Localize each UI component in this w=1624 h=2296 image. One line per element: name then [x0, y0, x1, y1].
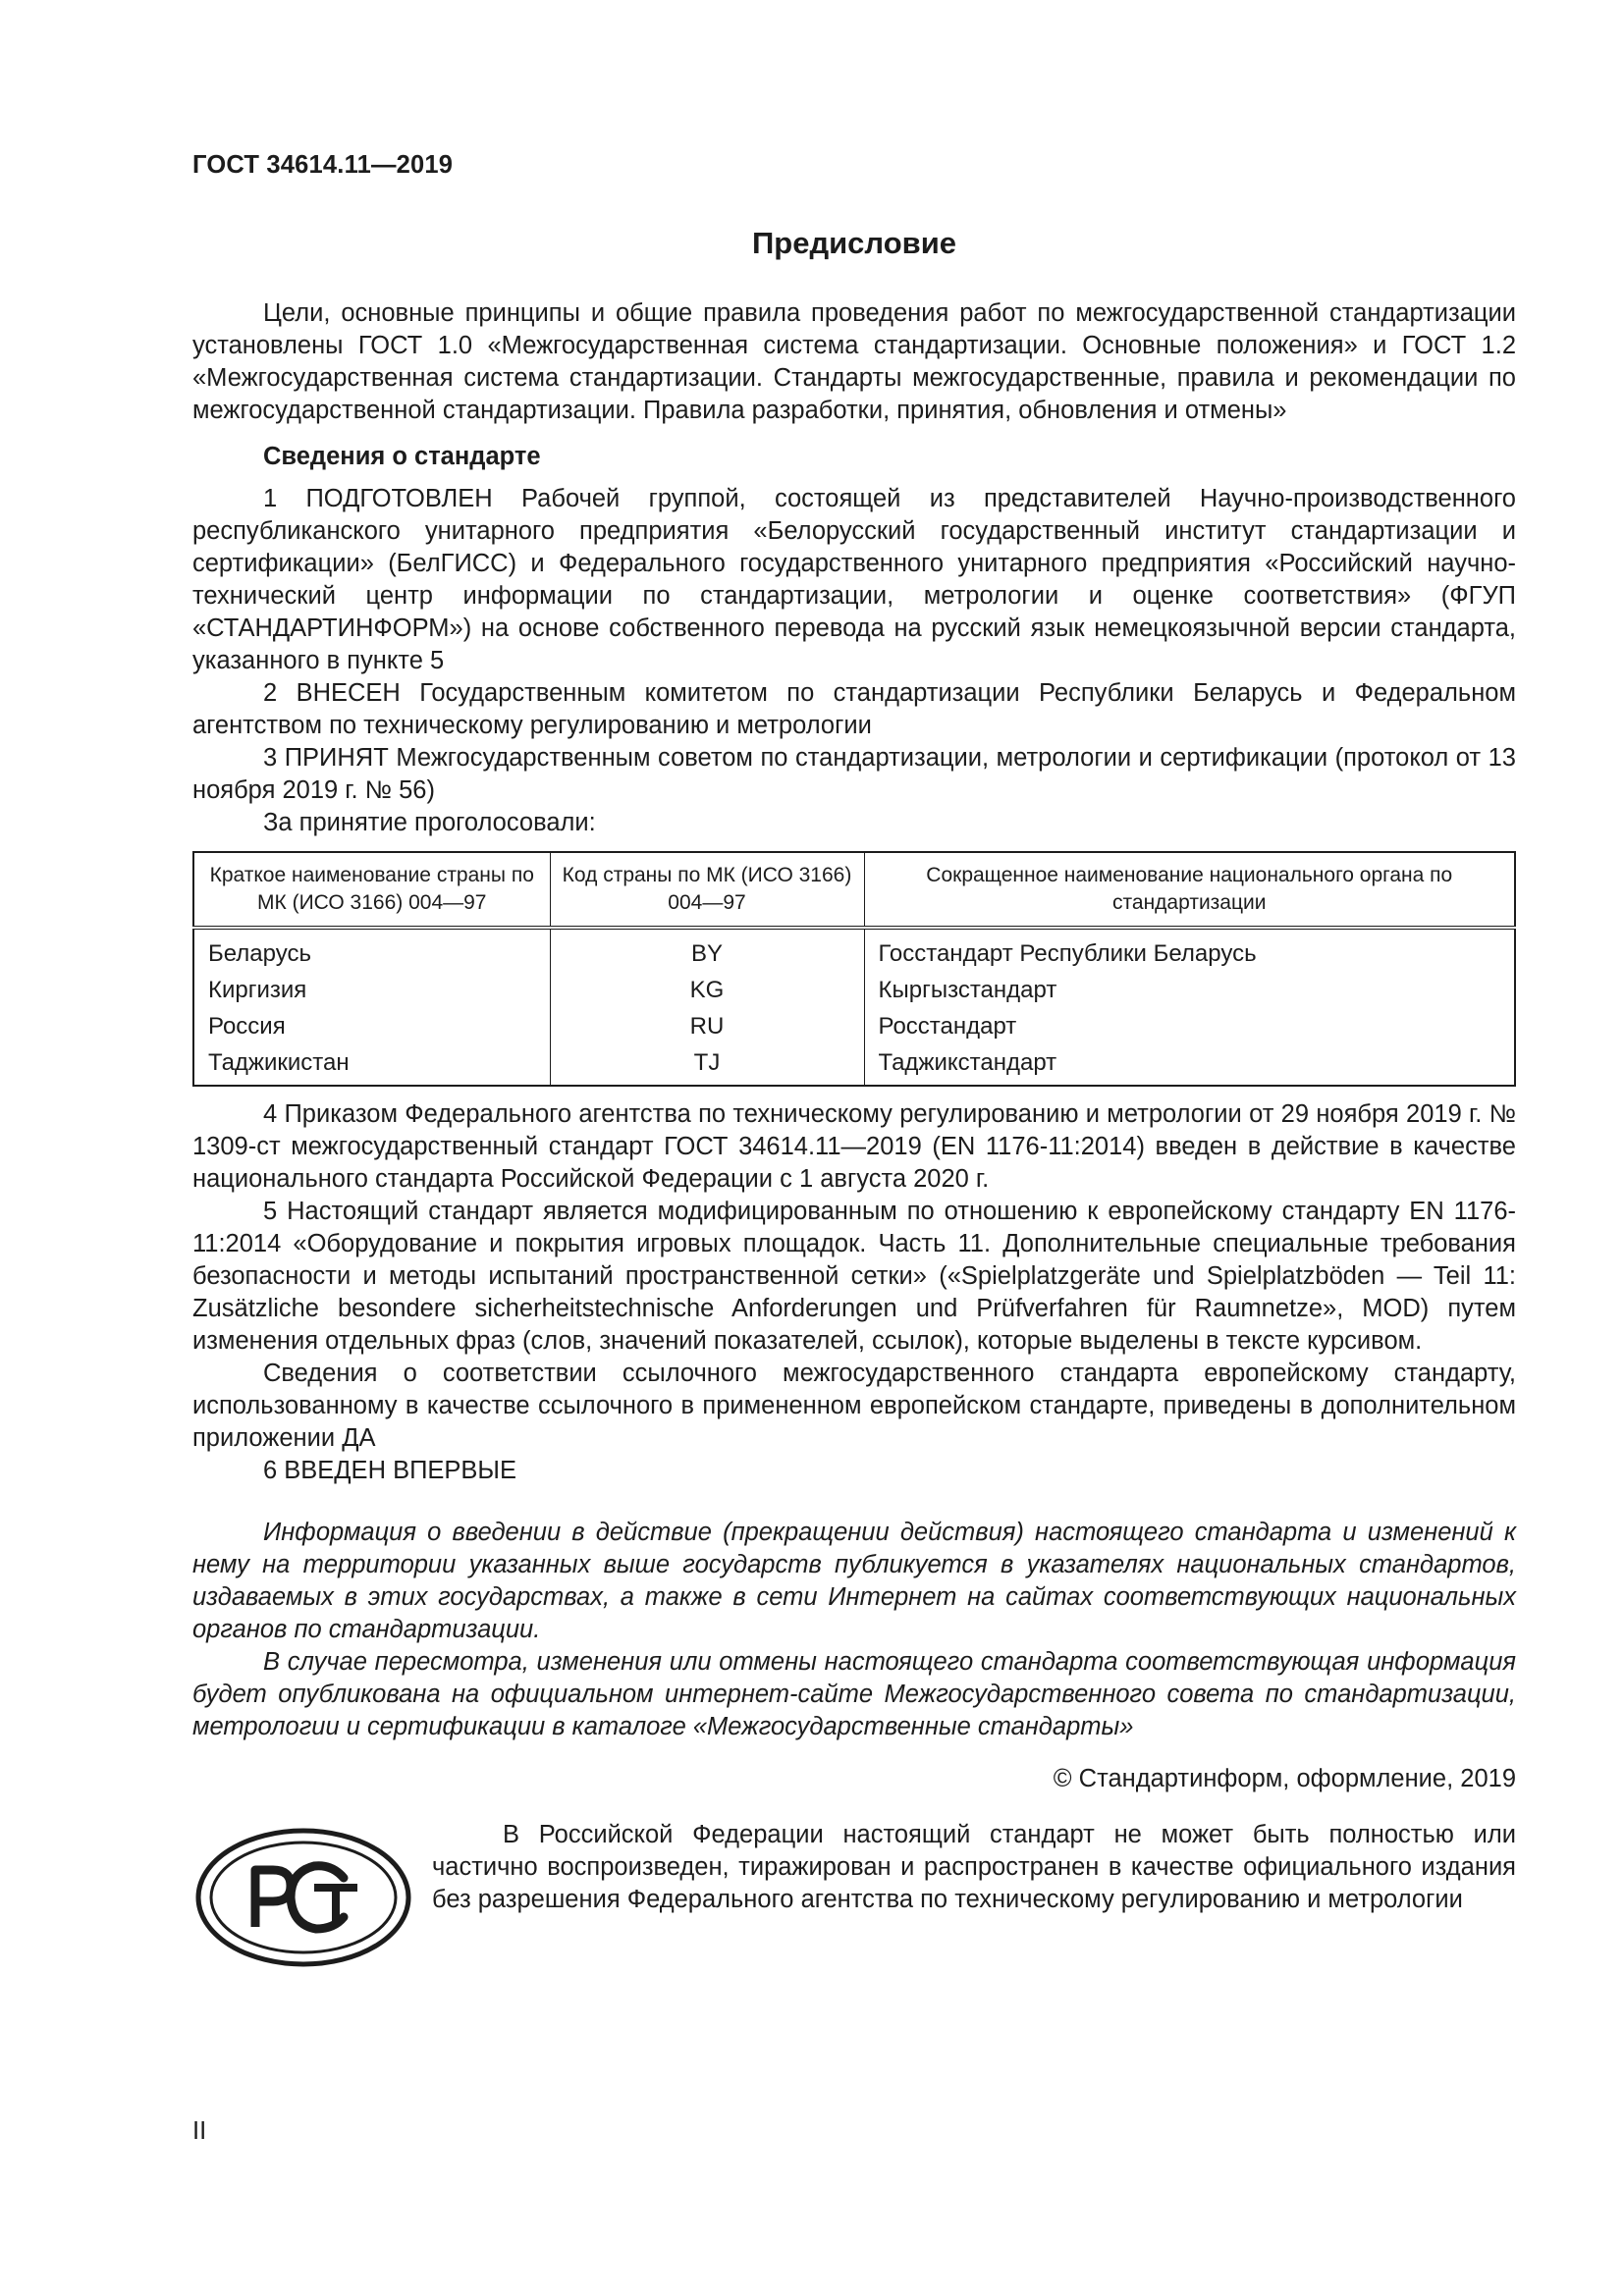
body-cell: Госстандарт Республики Беларусь [864, 928, 1515, 972]
country-cell: Киргизия [193, 972, 550, 1008]
intro-paragraph: Цели, основные принципы и общие правила проведения работ по межгосударственной стандартизации установлены ГОСТ 1.0 «Межгосударственная система стандартизации. Основные положения» и ГОСТ 1.2 «Межгосударственная система стандартизации. Стандарты межгосударственные, правила и рекомендации по межгосударственной стандартизации. Правила разработки, принятия, обновления и отмены» [192, 299, 1516, 424]
page-number: II [192, 2117, 207, 2145]
item-5-paragraph: 5 Настоящий стандарт является модифицированным по отношению к европейскому стандарту EN 1176-11:2014 «Оборудование и покрытия игровых площадок. Часть 11. Дополнительные специальные требования безопасности и методы испытаний пространственной сетки» («Spielplatzgeräte und Spielplatzböden — Teil 11: Zusätzliche besondere sicherheitstechnische Anforderungen und Prüfverfahren für Raumnetze», MOD) путем изменения отдельных фраз (слов, значений показателей, ссылок), которые выделены в тексте курсивом. [192, 1198, 1516, 1355]
reproduction-block [192, 1819, 1516, 1991]
code-cell: BY [550, 928, 864, 972]
section-title: Предисловие [751, 226, 956, 260]
item-4-paragraph: 4 Приказом Федерального агентства по техническому регулированию и метрологии от 29 ноября 2019 г. № 1309-ст межгосударственный стандарт ГОСТ 34614.11—2019 (EN 1176-11:2014) введен в действие в качестве национального стандарта Российской Федерации с 1 августа 2020 г. [192, 1100, 1516, 1193]
rst-certification-mark-icon [194, 1827, 412, 1968]
code-cell: KG [550, 972, 864, 1008]
vote-paragraph: За принятие проголосовали: [263, 809, 596, 836]
code-cell: RU [550, 1008, 864, 1044]
table-header-code: Код страны по МК (ИСО 3166) 004—97 [550, 852, 864, 928]
table-header-row [193, 852, 1515, 928]
table-header-country: Краткое наименование страны по МК (ИСО 3166) 004—97 [193, 852, 550, 928]
item-3-paragraph: 3 ПРИНЯТ Межгосударственным советом по стандартизации, метрологии и сертификации (протокол от 13 ноября 2019 г. № 56) [192, 744, 1516, 804]
reproduction-notice: В Российской Федерации настоящий стандарт не может быть полностью или частично воспроизведен, тиражирован и распространен в качестве официального издания без разрешения Федерального агентства по техническому регулированию и метрологии [432, 1821, 1516, 1913]
document-header: ГОСТ 34614.11—2019 [192, 151, 454, 179]
table-row [193, 1008, 1515, 1044]
voting-countries-table [192, 851, 1516, 1087]
item-5b-paragraph: Сведения о соответствии ссылочного межгосударственного стандарта европейскому стандарту, использованному в качестве ссылочного в примененном европейском стандарте, приведены в дополнительном приложении ДА [192, 1360, 1516, 1452]
table-row [193, 1044, 1515, 1086]
body-cell: Росстандарт [864, 1008, 1515, 1044]
note-1-paragraph: Информация о введении в действие (прекращении действия) настоящего стандарта и изменений к нему на территории указанных выше государств публикуется в указателях национальных стандартов, издаваемых в этих государствах, а также в сети Интернет на сайтах соответствующих национальных органов по стандартизации. [192, 1519, 1516, 1643]
table-row [193, 972, 1515, 1008]
document-body [192, 297, 1516, 1991]
body-cell: Таджикстандарт [864, 1044, 1515, 1086]
item-6-paragraph: 6 ВВЕДЕН ВПЕРВЫЕ [263, 1457, 517, 1484]
body-cell: Кыргызстандарт [864, 972, 1515, 1008]
table-header-body: Сокращенное наименование национального органа по стандартизации [864, 852, 1515, 928]
subheading: Сведения о стандарте [263, 443, 541, 470]
copyright-line: © Стандартинформ, оформление, 2019 [1053, 1765, 1516, 1792]
item-1-paragraph: 1 ПОДГОТОВЛЕН Рабочей группой, состоящей из представителей Научно-производственного республиканского унитарного предприятия «Белорусский государственный институт стандартизации и сертификации» (БелГИСС) и Федерального государственного унитарного предприятия «Российский научно-технический центр информации по стандартизации, метрологии и оценке соответствия» (ФГУП «СТАНДАРТИНФОРМ») на основе собственного перевода на русский язык немецкоязычной версии стандарта, указанного в пункте 5 [192, 485, 1516, 674]
table-row [193, 928, 1515, 972]
code-cell: TJ [550, 1044, 864, 1086]
note-2-paragraph: В случае пересмотра, изменения или отмены настоящего стандарта соответствующая информация будет опубликована на официальном интернет-сайте Межгосударственного совета по стандартизации, метрологии и сертификации в каталоге «Межгосударственные стандарты» [192, 1648, 1516, 1740]
country-cell: Беларусь [193, 928, 550, 972]
item-2-paragraph: 2 ВНЕСЕН Государственным комитетом по стандартизации Республики Беларусь и Федеральном агентством по техническому регулированию и метрологии [192, 679, 1516, 739]
country-cell: Россия [193, 1008, 550, 1044]
country-cell: Таджикистан [193, 1044, 550, 1086]
